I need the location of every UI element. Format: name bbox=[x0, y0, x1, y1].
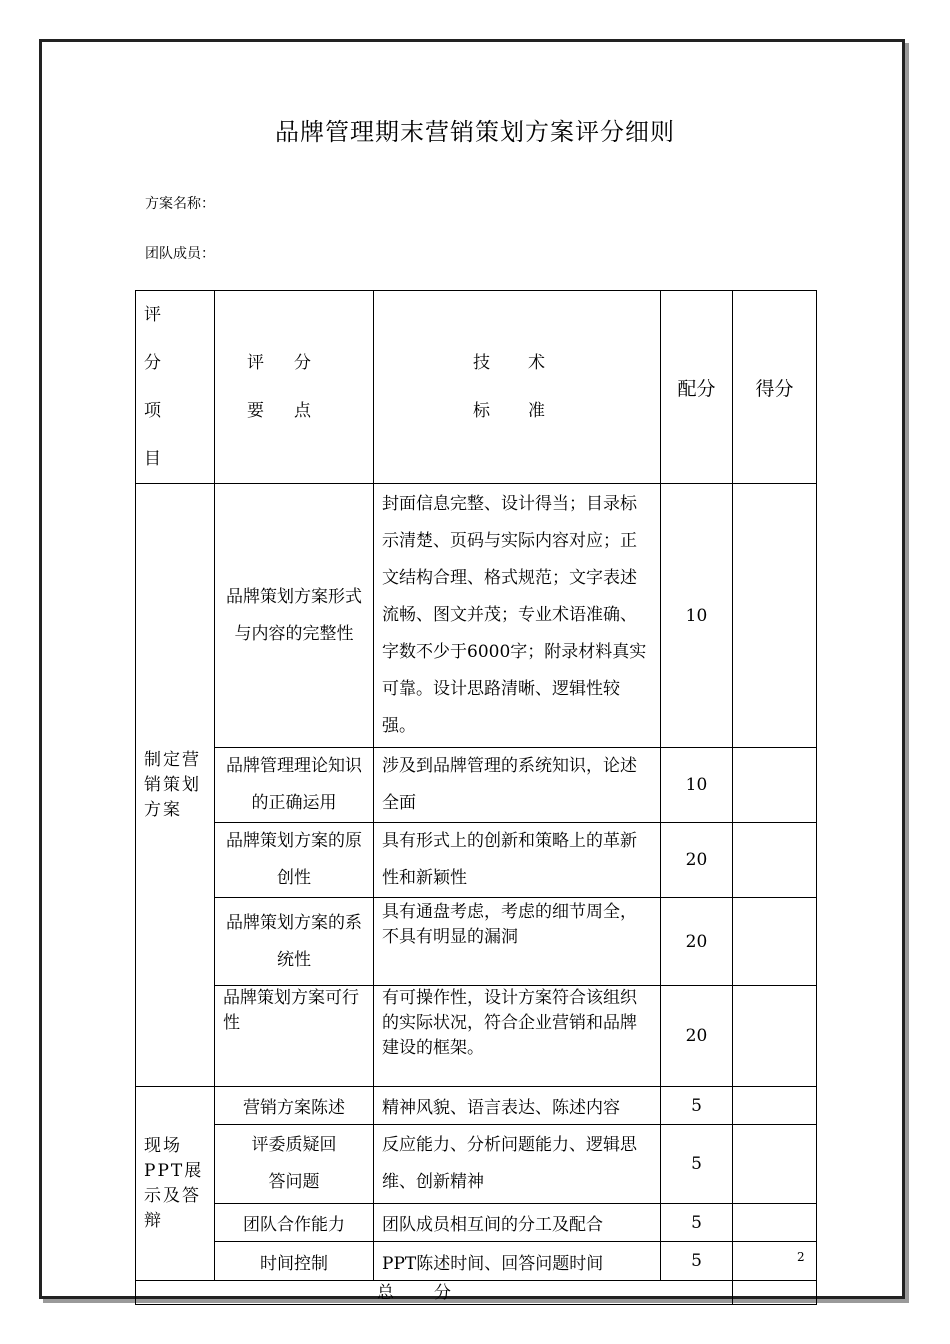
row-max-score: 20 bbox=[661, 898, 733, 986]
category-plan: 制定营销策划方案 bbox=[136, 484, 215, 1087]
table-row bbox=[136, 484, 817, 748]
row-score-cell[interactable] bbox=[733, 484, 817, 748]
row-point: 团队合作能力 bbox=[215, 1204, 374, 1242]
row-score-cell[interactable] bbox=[733, 986, 817, 1087]
header-point-line2: 要点 bbox=[247, 401, 341, 421]
row-standard: 有可操作性，设计方案符合该组织的实际状况，符合企业营销和品牌建设的框架。 bbox=[374, 986, 661, 1087]
row-score-cell[interactable] bbox=[733, 823, 817, 898]
row-standard: PPT陈述时间、回答问题时间 bbox=[374, 1242, 661, 1281]
row-max-score: 5 bbox=[661, 1204, 733, 1242]
row-score-cell[interactable] bbox=[733, 748, 817, 823]
header-item bbox=[136, 291, 215, 484]
table-row bbox=[136, 1204, 817, 1242]
row-standard: 具有通盘考虑，考虑的细节周全，不具有明显的漏洞 bbox=[374, 898, 661, 986]
row-point: 品牌管理理论知识的正确运用 bbox=[215, 748, 374, 823]
row-point: 品牌策划方案可行性 bbox=[215, 986, 374, 1087]
page-number: 2 bbox=[797, 1250, 805, 1264]
row-point: 品牌策划方案的原创性 bbox=[215, 823, 374, 898]
total-score-cell[interactable] bbox=[733, 1281, 817, 1305]
row-point: 时间控制 bbox=[215, 1242, 374, 1281]
header-item-line2: 项目 bbox=[144, 401, 181, 469]
header-score: 得分 bbox=[733, 291, 817, 484]
header-standard-line2: 标准 bbox=[473, 401, 583, 421]
header-standard-line1: 技术 bbox=[473, 353, 583, 373]
row-standard: 反应能力、分析问题能力、逻辑思维、创新精神 bbox=[374, 1125, 661, 1204]
row-point: 评委质疑回答问题 bbox=[215, 1125, 374, 1204]
row-point: 品牌策划方案的系统性 bbox=[215, 898, 374, 986]
row-max-score: 10 bbox=[661, 484, 733, 748]
row-standard: 涉及到品牌管理的系统知识，论述全面 bbox=[374, 748, 661, 823]
header-item-line1: 评分 bbox=[144, 305, 181, 373]
row-point: 品牌策划方案形式与内容的完整性 bbox=[215, 484, 374, 748]
row-score-cell[interactable] bbox=[733, 1087, 817, 1125]
row-max-score: 5 bbox=[661, 1242, 733, 1281]
row-standard: 具有形式上的创新和策略上的革新性和新颖性 bbox=[374, 823, 661, 898]
plan-name-label: 方案名称： bbox=[145, 196, 215, 212]
table-row bbox=[136, 986, 817, 1087]
row-standard: 团队成员相互间的分工及配合 bbox=[374, 1204, 661, 1242]
table-row bbox=[136, 748, 817, 823]
row-max-score: 5 bbox=[661, 1125, 733, 1204]
header-row bbox=[136, 291, 817, 484]
row-point: 营销方案陈述 bbox=[215, 1087, 374, 1125]
header-standard bbox=[374, 291, 661, 484]
row-max-score: 20 bbox=[661, 986, 733, 1087]
category-presentation: 现场PPT展示及答辩 bbox=[136, 1087, 215, 1281]
header-max-score: 配分 bbox=[661, 291, 733, 484]
total-label: 总分 bbox=[136, 1281, 733, 1305]
row-standard: 封面信息完整、设计得当；目录标示清楚、页码与实际内容对应；正文结构合理、格式规范；文字表述流畅、图文并茂；专业术语准确、字数不少于6000字；附录材料真实可靠。设计思路清晰、逻辑性较强。 bbox=[374, 484, 661, 748]
row-max-score: 5 bbox=[661, 1087, 733, 1125]
table-row bbox=[136, 823, 817, 898]
row-max-score: 10 bbox=[661, 748, 733, 823]
header-point bbox=[215, 291, 374, 484]
table-row bbox=[136, 1242, 817, 1281]
document-title: 品牌管理期末营销策划方案评分细则 bbox=[275, 118, 675, 146]
row-max-score: 20 bbox=[661, 823, 733, 898]
total-row bbox=[136, 1281, 817, 1305]
header-point-line1: 评分 bbox=[247, 353, 341, 373]
row-score-cell[interactable] bbox=[733, 898, 817, 986]
scoring-table bbox=[135, 290, 817, 1305]
row-score-cell[interactable] bbox=[733, 1204, 817, 1242]
table-row bbox=[136, 898, 817, 986]
team-members-label: 团队成员： bbox=[145, 246, 215, 262]
table-row bbox=[136, 1087, 817, 1125]
table-row bbox=[136, 1125, 817, 1204]
row-standard: 精神风貌、语言表达、陈述内容 bbox=[374, 1087, 661, 1125]
row-score-cell[interactable] bbox=[733, 1125, 817, 1204]
